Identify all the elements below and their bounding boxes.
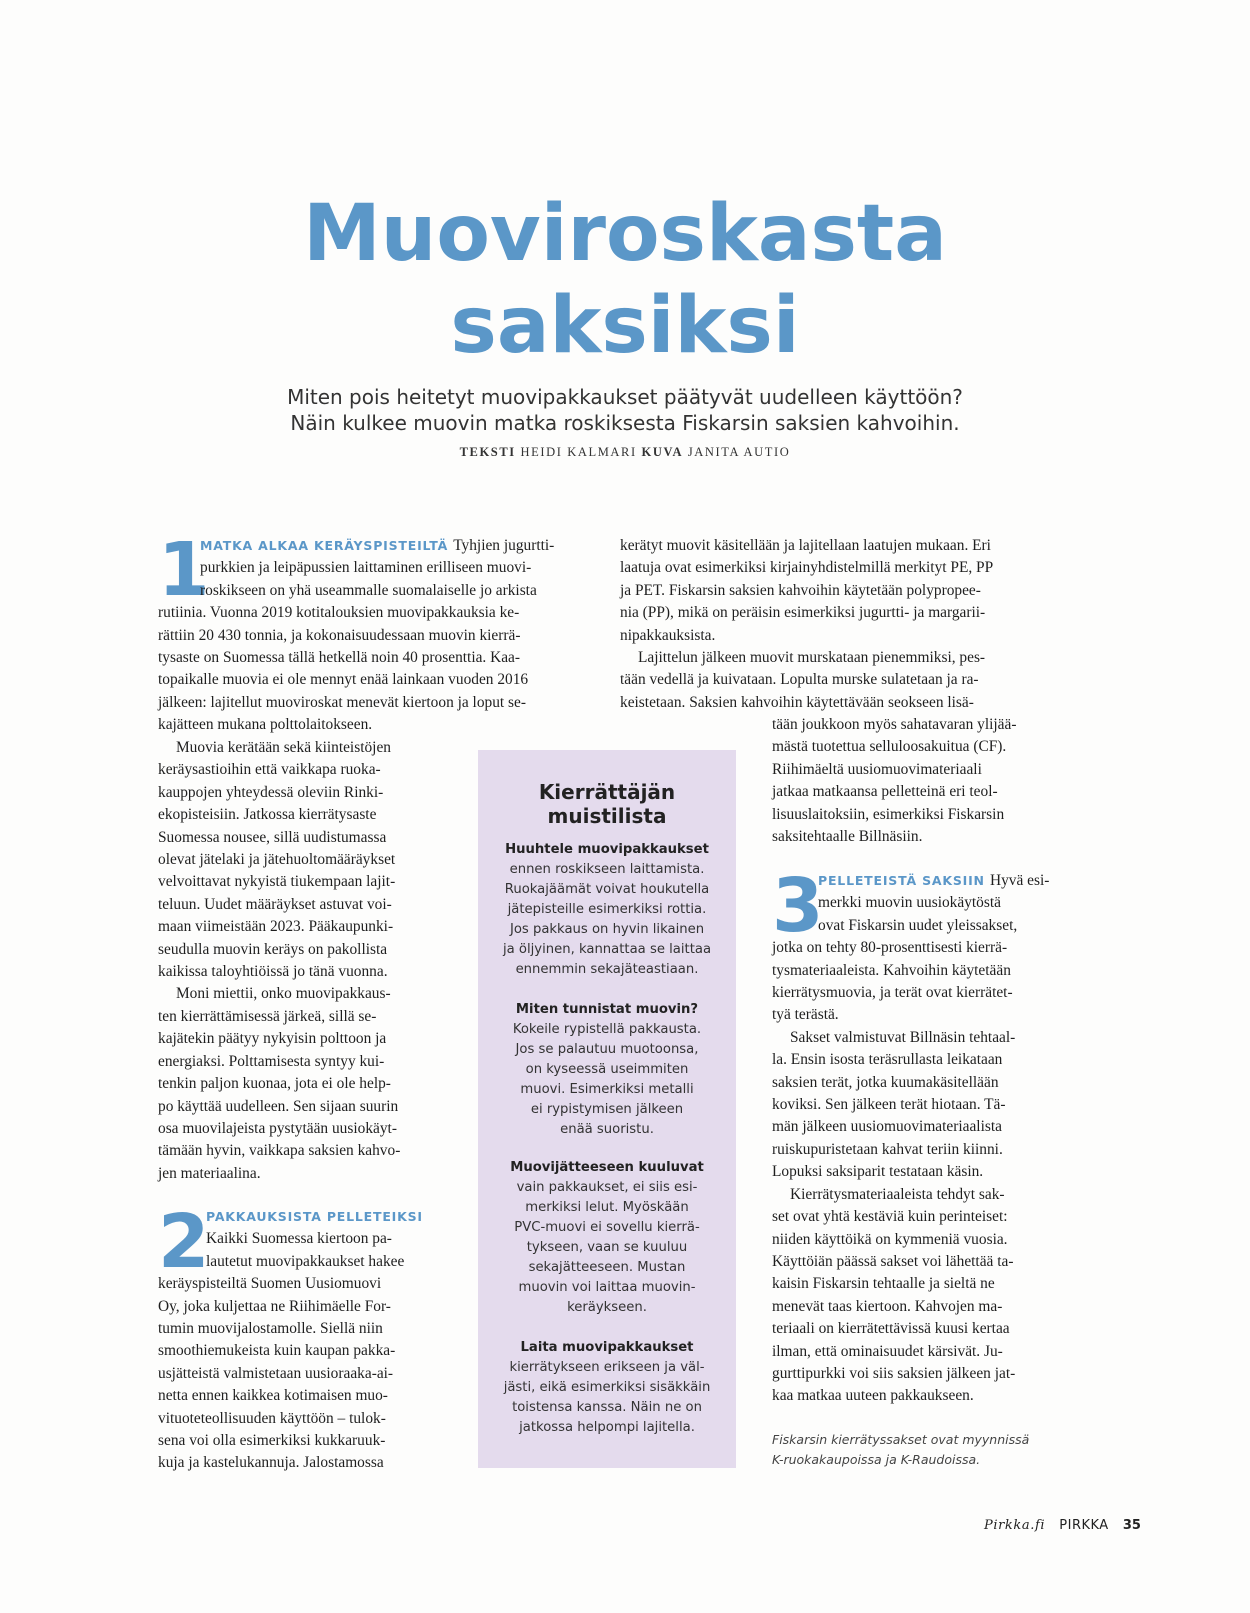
sidebar-item-line: jatkossa helpompi lajitella.: [519, 1420, 695, 1435]
sidebar-item-line: kierrätykseen erikseen ja väl-: [509, 1360, 705, 1375]
section-1-intro-lines: [158, 527, 590, 737]
text-line: Kierrätysmateriaaleista tehdyt sak-: [790, 1185, 1005, 1203]
text-line: smoothiemukeista kuin kaupan pakka-: [158, 1342, 396, 1360]
text-line: ja PET. Fiskarsin saksien kahvoihin käytetään polypropee-: [620, 581, 981, 599]
text-line: Käyttöiän päässä sakset voi lähettää ta-: [772, 1252, 1014, 1270]
text-line: nipakkauksista.: [620, 626, 716, 644]
text-line: olevat jätelaki ja jätehuoltomääräykset: [158, 851, 396, 869]
sidebar-item: [492, 840, 722, 980]
lead-paragraph: [0, 384, 1250, 436]
text-line: kerätyt muovit käsitellään ja lajitellaan laatujen mukaan. Eri: [620, 537, 991, 554]
text-line: män jälkeen uusiomuovimateriaalista: [772, 1118, 1002, 1136]
footer-brand: PIRKKA: [1059, 1518, 1109, 1533]
section-3-body: [772, 863, 1062, 1408]
text-line: tysaste on Suomessa tällä hetkellä noin 40 prosenttia. Kaa-: [158, 649, 521, 667]
text-line: Lopuksi saksiparit testataan käsin.: [772, 1163, 984, 1181]
text-line: laatuja ovat esimerkiksi kirjainyhdistelmillä merkityt PE, PP: [620, 559, 994, 577]
text-line: seudulla muovin keräys on pakollista: [158, 940, 388, 958]
text-line: usjätteistä valmistetaan uusioraaka-ai-: [158, 1364, 394, 1382]
lead-line-1: Miten pois heitetyt muovipakkaukset päätyvät uudelleen käyttöön?: [287, 385, 963, 409]
text-line: jälkeen: lajitellut muoviroskat menevät kiertoon ja loput se-: [158, 693, 526, 711]
page-number: 35: [1122, 1518, 1141, 1533]
text-line: teluun. Uudet määräykset astuvat voi-: [158, 895, 392, 913]
text-line: kuja ja kastelukannuja. Jalostamossa: [158, 1454, 384, 1472]
text-line: niiden käyttöikä on kymmeniä vuosia.: [772, 1230, 1008, 1248]
sidebar-item-line: keräykseen.: [567, 1300, 647, 1315]
sidebar-item-line: vain pakkaukset, ei siis esi-: [516, 1180, 698, 1195]
text-line: keräyspisteiltä Suomen Uusiomuovi: [158, 1275, 382, 1293]
sidebar-item-line: ennemmin sekajäteastiaan.: [515, 962, 699, 977]
sidebar-item-line: ennen roskikseen laittamista.: [509, 862, 705, 877]
section-2-paragraph-2-narrow: [772, 714, 1062, 848]
section-number-3: 3: [772, 863, 824, 949]
text-line: kajätteen mukana polttolaitokseen.: [158, 716, 373, 734]
image-caption: [772, 1430, 1072, 1470]
text-line: Sakset valmistuvat Billnäsin tehtaal-: [790, 1028, 1016, 1046]
text-line: kaikissa taloyhtiöissä jo tänä vuonna.: [158, 963, 388, 981]
sidebar-item-line: on kyseessä useimmiten: [525, 1062, 689, 1077]
lead-line-2: Näin kulkee muovin matka roskiksesta Fiskarsin saksien kahvoihin.: [290, 411, 960, 435]
sidebar-item-line: tykseen, vaan se kuuluu: [526, 1240, 688, 1255]
text-line: Oy, joka kuljettaa ne Riihimäelle For-: [158, 1297, 391, 1315]
text-line: tysmateriaaleista. Kahvoihin käytetään: [772, 961, 1011, 979]
sidebar-title-line-1: Kierrättäjän: [538, 780, 676, 804]
sidebar-item-line: sekajätteeseen. Mustan: [528, 1260, 686, 1275]
section-1-kicker: MATKA ALKAA KERÄYSPISTEILTÄ: [200, 538, 454, 553]
section-2-continuation: [620, 535, 1060, 714]
text-line: energiaksi. Polttamisesta syntyy kui-: [158, 1052, 385, 1070]
text-line: roskikseen on yhä useammalle suomalaiselle jo arkista: [200, 581, 537, 599]
sidebar-item-line: PVC-muovi ei sovellu kierrä-: [514, 1220, 700, 1235]
section-1-paragraph-2: [158, 737, 448, 983]
text-line: vituoteteollisuuden käyttöön – tulok-: [158, 1409, 386, 1427]
sidebar-item-line: Kokeile rypistellä pakkausta.: [512, 1022, 702, 1037]
section-3-paragraph-2: [772, 1027, 1062, 1184]
text-line: ekopisteisiin. Jatkossa kierrätysaste: [158, 806, 377, 824]
text-line: ovat Fiskarsin uudet yleissakset,: [818, 916, 1018, 934]
sidebar-title-line-2: muistilista: [547, 804, 667, 828]
byline-text-label: TEKSTI: [459, 445, 516, 459]
text-line: teriaali on kierrätettävissä kuusi kertaa: [772, 1320, 1010, 1338]
text-line: lautetut muovipakkaukset hakee: [206, 1252, 405, 1270]
section-2-kicker-line: [158, 1206, 448, 1228]
sidebar-item-line: Jos se palautuu muotoonsa,: [515, 1042, 699, 1057]
sidebar-item-line: jästi, eikä esimerkiksi sisäkkäin: [503, 1380, 711, 1395]
section-2-body: [158, 1199, 448, 1475]
text-line: [772, 870, 1062, 892]
text-line: jen materiaalina.: [158, 1164, 261, 1182]
text-line: merkki muovin uusiokäytöstä: [818, 894, 1001, 912]
sidebar-item-line: merkiksi lelut. Myöskään: [525, 1200, 689, 1215]
section-number-2: 2: [158, 1199, 210, 1285]
text-line: Riihimäeltä uusiomuovimateriaali: [772, 760, 982, 778]
sidebar-item-line: jätepisteille esimerkiksi rottia.: [507, 902, 707, 917]
section-1-paragraph-3: [158, 983, 448, 1185]
section-2-paragraph-2-narrow-lines: [772, 714, 1062, 848]
section-3-kicker: PELLETEISTÄ SAKSIIN: [818, 873, 990, 888]
article-title: [0, 188, 1250, 372]
sidebar-item-heading: Muovijätteeseen kuuluvat: [510, 1160, 704, 1175]
caption-line-2: K-ruokakaupoissa ja K-Raudoissa.: [772, 1452, 981, 1467]
title-line-2: saksiksi: [450, 281, 800, 371]
text-line: po käyttää uudelleen. Sen sijaan suurin: [158, 1097, 399, 1115]
section-3-lines: [772, 863, 1062, 1027]
text-line: velvoittavat nykyistä tiukempaan lajit-: [158, 873, 396, 891]
sidebar-item-line: ei rypistymisen jälkeen: [530, 1102, 684, 1117]
text-line: maan viimeistään 2023. Pääkaupunki-: [158, 918, 394, 936]
sidebar-item-line: Ruokajäämät voivat houkutella: [504, 882, 710, 897]
text-line: tään vedellä ja kuivataan. Lopulta murske sulatetaan ja ra-: [620, 671, 979, 689]
text-line: kaisin Fiskarsin tehtaalle ja sieltä ne: [772, 1275, 995, 1293]
text-line: saksitehtaalle Billnäsiin.: [772, 828, 923, 846]
text-line: menevät taas kiertoon. Kahvojen ma-: [772, 1297, 1003, 1315]
text-line: ten kierrättämisessä järkeä, sillä se-: [158, 1007, 377, 1025]
byline-author: HEIDI KALMARI: [520, 445, 637, 459]
sidebar-item: [492, 1158, 722, 1318]
byline-photographer: JANITA AUTIO: [687, 445, 791, 459]
text-line: tään joukkoon myös sahatavaran ylijää-: [772, 716, 1017, 733]
checklist-sidebar: [478, 750, 736, 1468]
text-line: la. Ensin isosta teräsrullasta leikataan: [772, 1051, 1003, 1069]
text-line: tyä terästä.: [772, 1006, 839, 1024]
text-line: keistetaan. Saksien kahvoihin käytettävään seokseen lisä-: [620, 693, 974, 711]
title-line-1: Muoviroskasta: [303, 189, 947, 279]
text-line: rutiinia. Vuonna 2019 kotitalouksien muovipakkauksia ke-: [158, 604, 520, 622]
sidebar-item-heading: Laita muovipakkaukset: [520, 1340, 694, 1355]
text-line: Muovia kerätään sekä kiinteistöjen: [176, 739, 391, 756]
text-line: kaa matkaa uuteen pakkaukseen.: [772, 1387, 974, 1405]
text-line: lisuuslaitoksiin, esimerkiksi Fiskarsin: [772, 805, 1005, 823]
section-1-body: [158, 737, 448, 1185]
text-line: Kaikki Suomessa kiertoon pa-: [206, 1230, 392, 1248]
text-line: mästä tuotettua selluloosakuitua (CF).: [772, 738, 1007, 756]
text-line: saksien terät, jotka kuumakäsitellään: [772, 1073, 999, 1091]
sidebar-item-line: Jos pakkaus on hyvin likainen: [509, 922, 705, 937]
text-line: sena voi olla esimerkiksi kukkaruuk-: [158, 1432, 386, 1450]
caption-line-1: Fiskarsin kierrätyssakset ovat myynnissä: [772, 1432, 1030, 1447]
text-line: osa muovilajeista pystytään uusiokäyt-: [158, 1119, 397, 1137]
text-line: tämään hyvin, vaikkapa saksien kahvo-: [158, 1142, 401, 1160]
text-line: tumin muovijalostamolle. Siellä niin: [158, 1320, 383, 1338]
section-2-continuation-lines: [620, 535, 1060, 647]
text-line: kauppojen yhteydessä oleviin Rinki-: [158, 783, 384, 801]
text-line: nia (PP), mikä on peräisin esimerkiksi jugurtti- ja margarii-: [620, 604, 986, 622]
text-line: jotka on tehty 80-prosenttisesti kierrä-: [772, 939, 1008, 957]
sidebar-item-line: muovin voi laittaa muovin-: [518, 1280, 696, 1295]
section-2-kicker: PAKKAUKSISTA PELLETEIKSI: [206, 1209, 423, 1224]
footer-site: Pirkka.fi: [984, 1518, 1046, 1533]
sidebar-item-line: toistensa kanssa. Näin ne on: [512, 1400, 702, 1415]
section-3-paragraph-3: [772, 1184, 1062, 1408]
text-line: tenkin paljon kuonaa, jota ei ole help-: [158, 1075, 391, 1093]
text-line: gurttipurkki voi siis saksien jälkeen jat-: [772, 1364, 1016, 1382]
sidebar-title: [478, 780, 736, 828]
sidebar-item: [492, 1000, 722, 1140]
sidebar-item-line: enää suoristu.: [560, 1122, 654, 1137]
text-line: rättiin 20 430 tonnia, ja kokonaisuudessaan muovin kierrä-: [158, 626, 521, 644]
text-line-content: Hyvä esi-: [989, 872, 1050, 889]
text-line: netta ennen kaikkea kotimaisen muo-: [158, 1387, 388, 1405]
text-line: Suomessa nousee, sillä uudistumassa: [158, 828, 387, 846]
section-2-paragraph-2: [620, 647, 1060, 714]
byline-photo-label: KUVA: [641, 445, 684, 459]
page-footer: [984, 1518, 1184, 1533]
text-line: jatkaa matkaansa pelletteinä eri teol-: [772, 783, 998, 801]
sidebar-item-line: ja öljyinen, kannattaa se laittaa: [502, 942, 712, 957]
text-line: ruiskupuristetaan kahvat teriin kiinni.: [772, 1140, 1003, 1158]
byline: [0, 445, 1250, 460]
text-line: koviksi. Sen jälkeen terät hiotaan. Tä-: [772, 1096, 1006, 1114]
section-number-1: 1: [158, 527, 210, 613]
text-line: kajätekin päätyy nykyisin polttoon ja: [158, 1030, 387, 1048]
text-line-content: Tyhjien jugurtti-: [453, 537, 555, 554]
section-2-lines: [158, 1199, 448, 1475]
text-line: ilman, että ominaisuudet kärsivät. Ju-: [772, 1342, 1003, 1360]
sidebar-item-heading: Miten tunnistat muovin?: [515, 1002, 699, 1017]
sidebar-item-heading: Huuhtele muovipakkaukset: [505, 842, 709, 857]
text-line: Moni miettii, onko muovipakkaus-: [176, 985, 391, 1003]
text-line: Lajittelun jälkeen muovit murskataan pienemmiksi, pes-: [638, 649, 986, 667]
text-line: topaikalle muovia ei ole mennyt enää lainkaan vuoden 2016: [158, 671, 529, 689]
sidebar-item-line: muovi. Esimerkiksi metalli: [520, 1082, 694, 1097]
text-line: keräysastioihin että vaikkapa ruoka-: [158, 761, 381, 779]
text-line: set ovat yhtä kestäviä kuin perinteiset:: [772, 1208, 1008, 1226]
text-line: purkkien ja leipäpussien laittaminen erilliseen muovi-: [200, 559, 532, 577]
section-1-intro: [158, 527, 590, 737]
sidebar-item: [492, 1338, 722, 1438]
text-line: kierrätysmuovia, ja terät ovat kierrätet-: [772, 984, 1013, 1002]
text-line: [158, 535, 590, 557]
